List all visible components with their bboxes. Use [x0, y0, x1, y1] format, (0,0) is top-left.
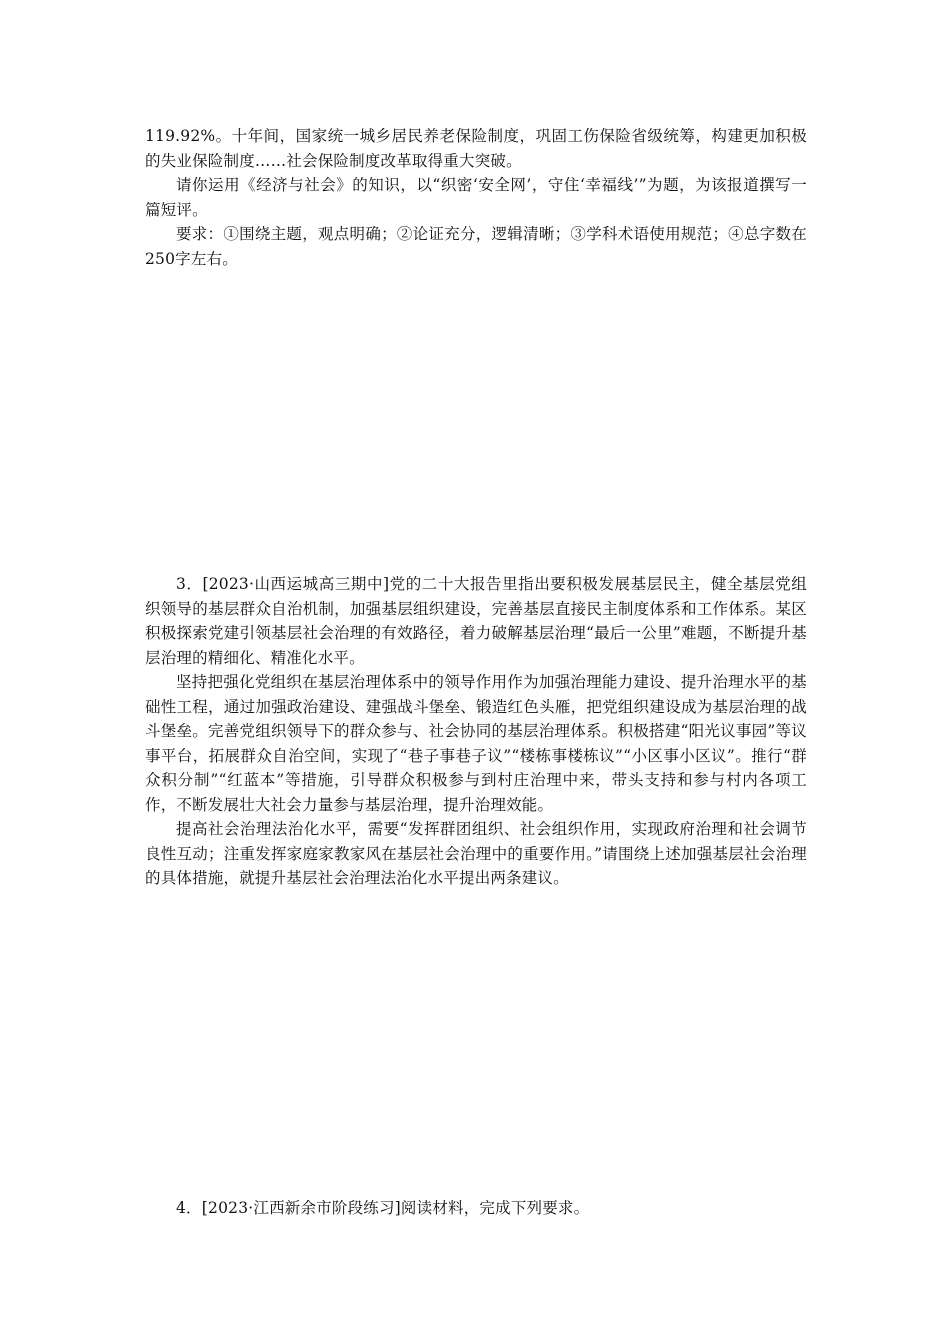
question-4-intro: 4．[2023·江西新余市阶段练习]阅读材料，完成下列要求。: [176, 1199, 590, 1217]
essay-prompt-paragraph: 请你运用《经济与社会》的知识，以“织密‘安全网’，守住‘幸福线’”为题，为该报道撰写一篇短评。: [145, 176, 807, 219]
question-4-section: [145, 1196, 807, 1221]
question-3-intro: 3．[2023·山西运城高三期中]党的二十大报告里指出要积极发展基层民主，健全基层党组织领导的基层群众自治机制，加强基层组织建设，完善基层直接民主制度体系和工作体系。某区积极探索党建引领基层社会治理的有效路径，着力破解基层治理“最后一公里”难题，不断提升基层治理的精细化、精准化水平。: [145, 575, 807, 667]
question-3-material: 坚持把强化党组织在基层治理体系中的领导作用作为加强治理能力建设、提升治理水平的基础性工程，通过加强政治建设、建强战斗堡垒、锻造红色头雁，把党组织建设成为基层治理的战斗堡垒。完善党组织领导下的群众参与、社会协同的基层治理体系。积极搭建“阳光议事园”等议事平台，拓展群众自治空间，实现了“巷子事巷子议”“楼栋事楼栋议”“小区事小区议”。推行“群众积分制”“红蓝本”等措施，引导群众积极参与到村庄治理中来，带头支持和参与村内各项工作，不断发展壮大社会力量参与基层治理，提升治理效能。: [145, 673, 807, 814]
question-3-task: 提高社会治理法治化水平，需要“发挥群团组织、社会组织作用，实现政府治理和社会调节良性互动；注重发挥家庭家教家风在基层社会治理中的重要作用。”请围绕上述加强基层社会治理的具体措施，就提升基层社会治理法治化水平提出两条建议。: [145, 820, 807, 887]
continuation-paragraph: 119.92%。十年间，国家统一城乡居民养老保险制度，巩固工伤保险省级统筹，构建更加积极的失业保险制度……社会保险制度改革取得重大突破。: [145, 127, 807, 170]
question-3-section: [145, 572, 807, 891]
continuation-section: [145, 124, 807, 271]
requirements-paragraph: 要求：①围绕主题，观点明确；②论证充分，逻辑清晰；③学科术语使用规范；④总字数在250字左右。: [145, 225, 807, 268]
